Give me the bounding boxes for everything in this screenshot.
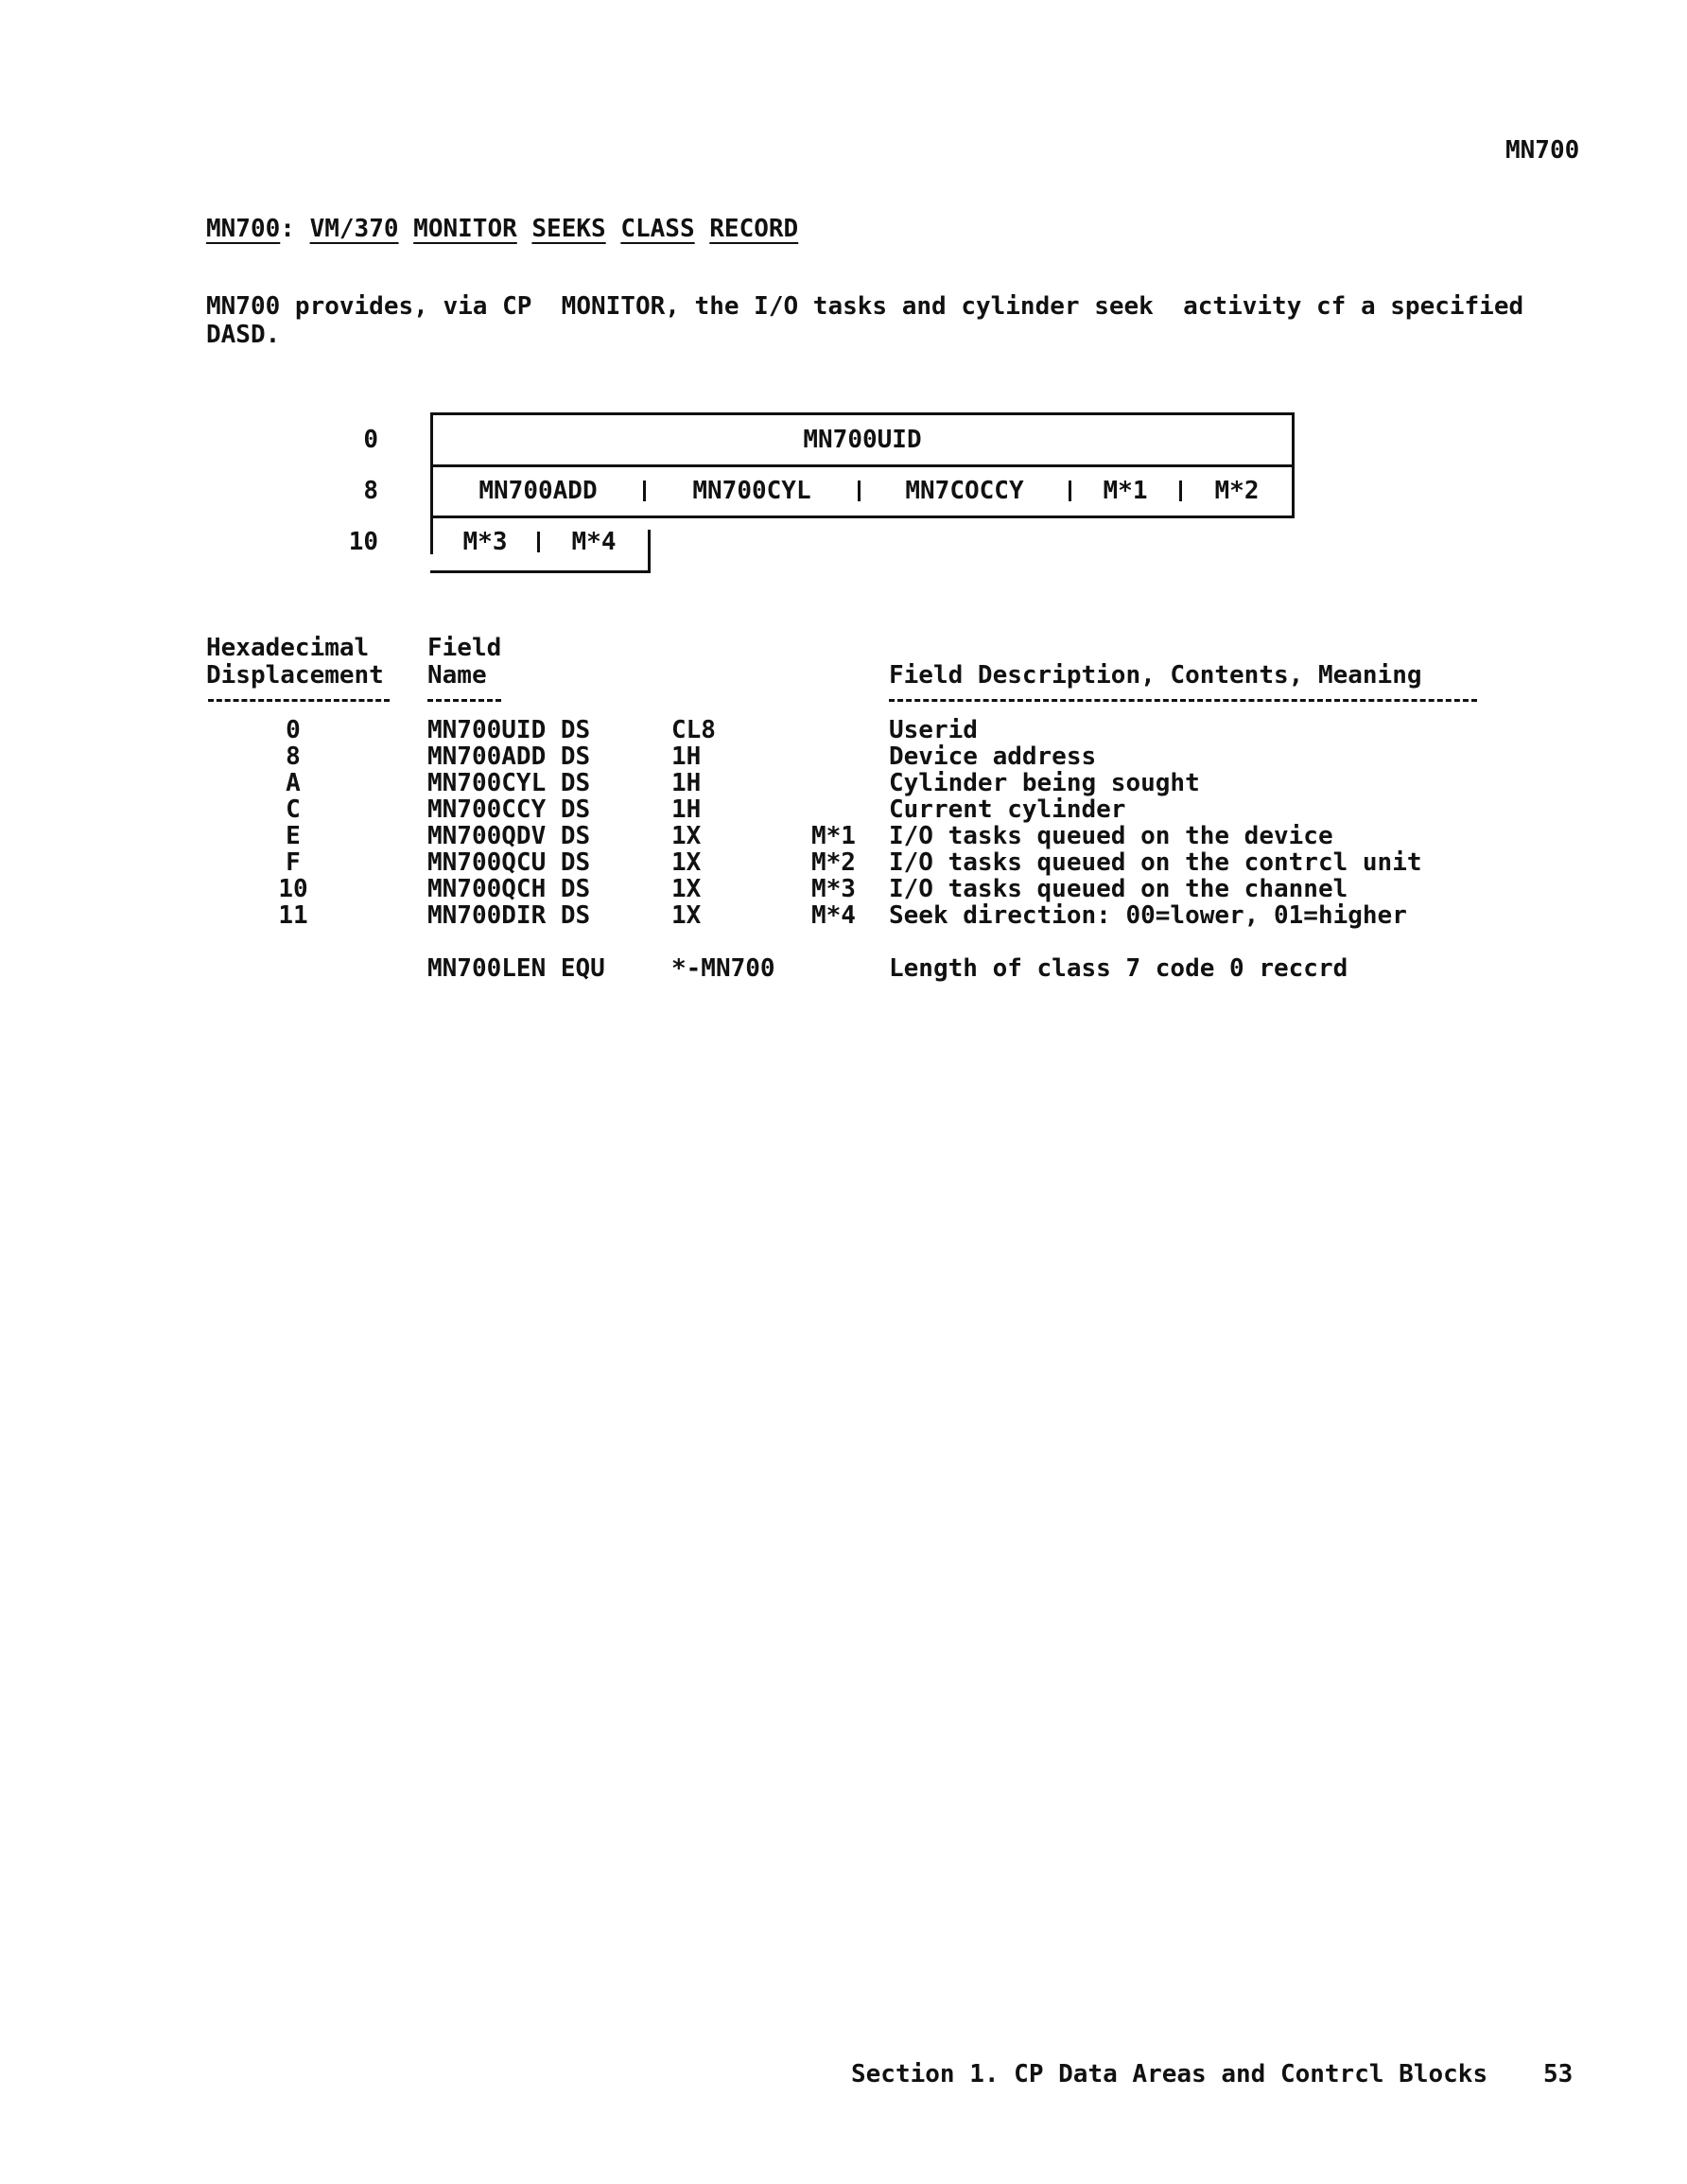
row-type: 1X: [671, 822, 702, 850]
table-row: [0, 743, 1687, 769]
row-displacement: C: [286, 795, 301, 824]
title-word-1: VM/370: [309, 215, 399, 243]
equ-description: Length of class 7 code 0 reccrd: [889, 954, 1348, 983]
header-rule-displacement: [208, 698, 390, 704]
table-row: [0, 901, 1687, 928]
header-field: Field: [427, 634, 502, 662]
row-flag: M*2: [811, 848, 856, 877]
diagram-row-divider-2: [430, 515, 1295, 518]
row-field-name: MN700QCH DS: [427, 875, 591, 903]
title-word-5: RECORD: [709, 215, 799, 243]
offset-0: 0: [363, 426, 378, 454]
row-type: 1X: [671, 875, 702, 903]
title-word-2: MONITOR: [413, 215, 517, 243]
row-flag: M*1: [811, 822, 856, 850]
footer-page-number: 53: [1543, 2060, 1574, 2088]
row-flag: M*4: [811, 901, 856, 930]
diagram-field-mn700add: MN700ADD: [478, 477, 598, 505]
row-type: 1X: [671, 848, 702, 877]
diagram-bottom-border: [430, 570, 651, 573]
diagram-flag-m3: M*3: [462, 528, 508, 556]
row-description: I/O tasks queued on the device: [889, 822, 1333, 850]
diagram-row10-right-border: [648, 530, 651, 573]
row-type: 1X: [671, 901, 702, 930]
row-description: Device address: [889, 743, 1097, 771]
row-field-name: MN700ADD DS: [427, 743, 591, 771]
record-layout-diagram: [348, 407, 1324, 586]
row-field-name: MN700DIR DS: [427, 901, 591, 930]
row-displacement: A: [286, 769, 301, 797]
header-rule-name: [427, 698, 501, 704]
table-row: [0, 875, 1687, 901]
row-displacement: 10: [278, 875, 308, 903]
row-displacement: 11: [278, 901, 308, 930]
title-word-4: CLASS: [620, 215, 695, 243]
table-row: [0, 822, 1687, 848]
header-name: Name: [427, 661, 487, 690]
section-title: [206, 217, 798, 241]
row-type: CL8: [671, 716, 716, 744]
row-description: Cylinder being sought: [889, 769, 1200, 797]
row-description: I/O tasks queued on the contrcl unit: [889, 848, 1422, 877]
row-type: 1H: [671, 795, 702, 824]
row-displacement: F: [286, 848, 301, 877]
offset-8: 8: [363, 477, 378, 505]
table-row: [0, 795, 1687, 822]
diagram-flag-m2: M*2: [1214, 477, 1260, 505]
diagram-field-mn700uid: MN700UID: [803, 426, 922, 454]
title-id: MN700: [206, 215, 281, 243]
header-rule-description: [889, 698, 1477, 704]
header-displacement: Displacement: [206, 661, 384, 690]
header-description: Field Description, Contents, Meaning: [889, 661, 1422, 690]
equ-type: *-MN700: [671, 954, 775, 983]
diagram-field-mn7coccy: MN7COCCY: [905, 477, 1024, 505]
row-type: 1H: [671, 769, 702, 797]
diagram-row-divider-1: [430, 464, 1295, 467]
row-flag: M*3: [811, 875, 856, 903]
row-description: Current cylinder: [889, 795, 1126, 824]
table-row: [0, 848, 1687, 875]
row-displacement: E: [286, 822, 301, 850]
title-word-3: SEEKS: [531, 215, 606, 243]
row-field-name: MN700QDV DS: [427, 822, 591, 850]
row-field-name: MN700CCY DS: [427, 795, 591, 824]
row-displacement: 8: [286, 743, 301, 771]
title-separator: :: [280, 215, 295, 243]
intro-line-2: DASD.: [206, 321, 281, 349]
header-hexadecimal: Hexadecimal: [206, 634, 370, 662]
equ-name: MN700LEN EQU: [427, 954, 605, 983]
diagram-flag-m4: M*4: [571, 528, 617, 556]
row-field-name: MN700CYL DS: [427, 769, 591, 797]
row-type: 1H: [671, 743, 702, 771]
row-displacement: 0: [286, 716, 301, 744]
table-row: [0, 716, 1687, 743]
row-description: Userid: [889, 716, 978, 744]
diagram-field-mn700cyl: MN700CYL: [692, 477, 811, 505]
row-description: Seek direction: 00=lower, 01=higher: [889, 901, 1407, 930]
table-row: [0, 769, 1687, 795]
row-description: I/O tasks queued on the channel: [889, 875, 1348, 903]
page-header-code: MN700: [1505, 136, 1580, 165]
row-field-name: MN700QCU DS: [427, 848, 591, 877]
offset-10: 10: [348, 528, 378, 556]
diagram-top-border: [430, 412, 1295, 415]
intro-line-1: MN700 provides, via CP MONITOR, the I/O tasks and cylinder seek activity cf a specified: [206, 292, 1524, 321]
footer-section-title: Section 1. CP Data Areas and Contrcl Blocks: [851, 2060, 1488, 2088]
diagram-flag-m1: M*1: [1103, 477, 1148, 505]
row-field-name: MN700UID DS: [427, 716, 591, 744]
equ-row: [0, 954, 1687, 981]
